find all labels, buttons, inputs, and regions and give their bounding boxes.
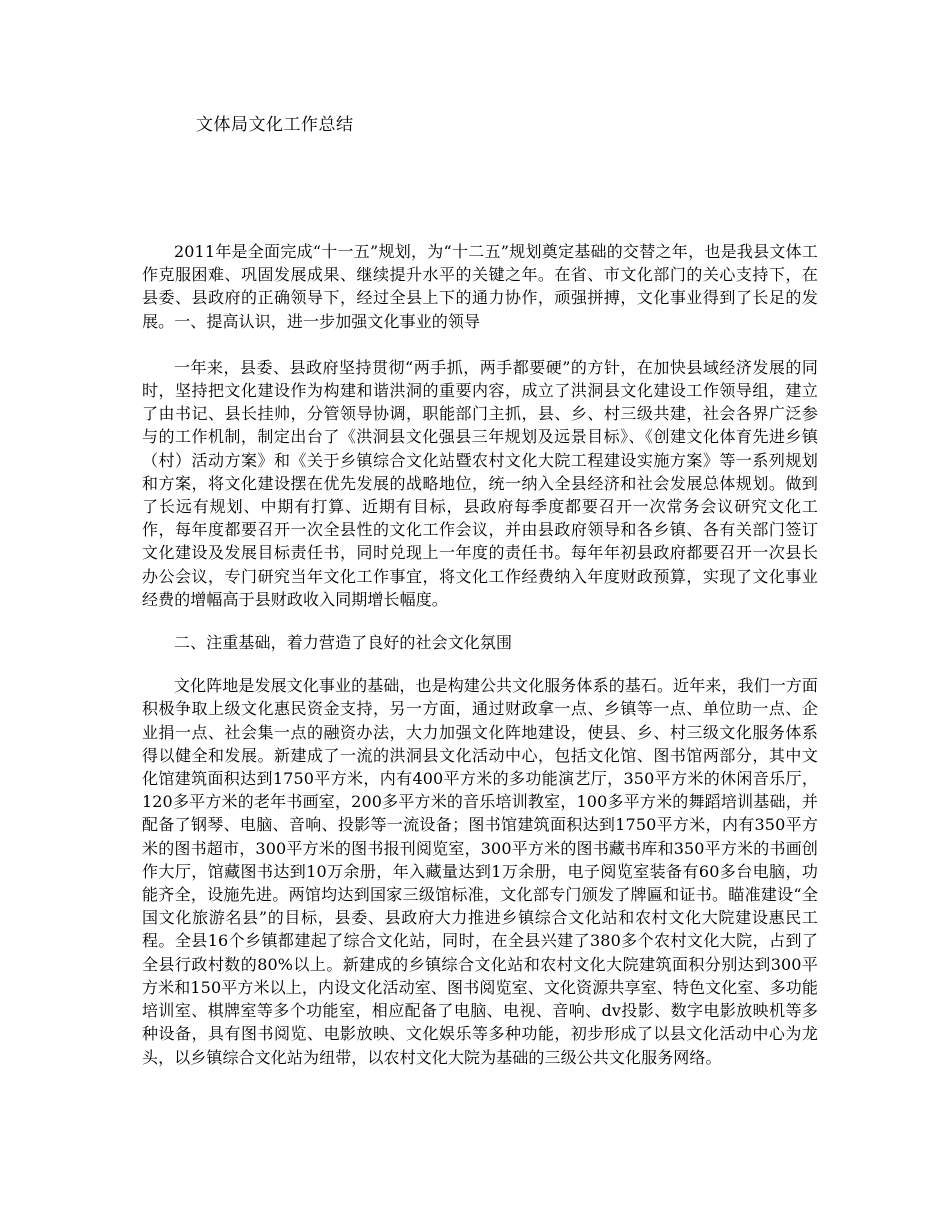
section-heading-foundation: 二、注重基础，着力营造了良好的社会文化氛围	[174, 633, 513, 653]
document-body	[142, 240, 818, 1069]
document-title: 文体局文化工作总结	[196, 115, 354, 135]
paragraph-infrastructure: 文化阵地是发展文化事业的基础，也是构建公共文化服务体系的基石。近年来，我们一方面积极争取上级文化惠民资金支持，另一方面，通过财政拿一点、乡镇等一点、单位助一点、企业捐一点、社会集一点的融资办法，大力加强文化阵地建设，使县、乡、村三级文化服务体系得以健全和发展。新建成了一流的洪洞县文化活动中心，包括文化馆、图书馆两部分，其中文化馆建筑面积达到1750平方米，内有400平方米的多功能演艺厅，350平方米的休闲音乐厅，120多平方米的老年书画室，200多平方米的音乐培训教室，100多平方米的舞蹈培训基础，并配备了钢琴、电脑、音响、投影等一流设备；图书馆建筑面积达到1750平方米，内有350平方米的图书超市，300平方米的图书报刊阅览室，300平方米的图书藏书库和350平方米的书画创作大厅，馆藏图书达到10万余册，年入藏量达到1万余册，电子阅览室装备有60多台电脑，功能齐全，设施先进。两馆均达到国家三级馆标准，文化部专门颁发了牌匾和证书。瞄准建设“全国文化旅游名县”的目标，县委、县政府大力推进乡镇综合文化站和农村文化大院建设惠民工程。全县16个乡镇都建起了综合文化站，同时，在全县兴建了380多个农村文化大院，占到了全县行政村数的80%以上。新建成的乡镇综合文化站和农村文化大院建筑面积分别达到300平方米和150平方米以上，内设文化活动室、图书阅览室、文化资源共享室、特色文化室、多功能培训室、棋牌室等多个功能室，相应配备了电脑、电视、音响、dv投影、数字电影放映机等多种设备，具有图书阅览、电影放映、文化娱乐等多种功能，初步形成了以县文化活动中心为龙头，以乡镇综合文化站为纽带，以农村文化大院为基础的三级公共文化服务网络。	[142, 676, 819, 1067]
paragraph-intro: 2011年是全面完成“十一五”规划，为“十二五”规划奠定基础的交替之年，也是我县文体工作克服困难、巩固发展成果、继续提升水平的关键之年。在省、市文化部门的关心支持下，在县委、县政府的正确领导下，经过全县上下的通力协作，顽强拼搏，文化事业得到了长足的发展。一、提高认识，进一步加强文化事业的领导	[142, 242, 818, 331]
paragraph-leadership: 一年来，县委、县政府坚持贯彻“两手抓，两手都要硬”的方针，在加快县域经济发展的同时，坚持把文化建设作为构建和谐洪洞的重要内容，成立了洪洞县文化建设工作领导组，建立了由书记、县长挂帅，分管领导协调，职能部门主抓，县、乡、村三级共建，社会各界广泛参与的工作机制，制定出台了《洪洞县文化强县三年规划及远景目标》、《创建文化体育先进乡镇（村）活动方案》和《关于乡镇综合文化站暨农村文化大院工程建设实施方案》等一系列规划和方案，将文化建设摆在优先发展的战略地位，统一纳入全县经济和社会发展总体规划。做到了长远有规划、中期有打算、近期有目标，县政府每季度都要召开一次常务会议研究文化工作，每年度都要召开一次全县性的文化工作会议，并由县政府领导和各乡镇、各有关部门签订文化建设及发展目标责任书，同时兑现上一年度的责任书。每年年初县政府都要召开一次县长办公会议，专门研究当年文化工作事宜，将文化工作经费纳入年度财政预算，实现了文化事业经费的增幅高于县财政收入同期增长幅度。	[142, 357, 818, 609]
